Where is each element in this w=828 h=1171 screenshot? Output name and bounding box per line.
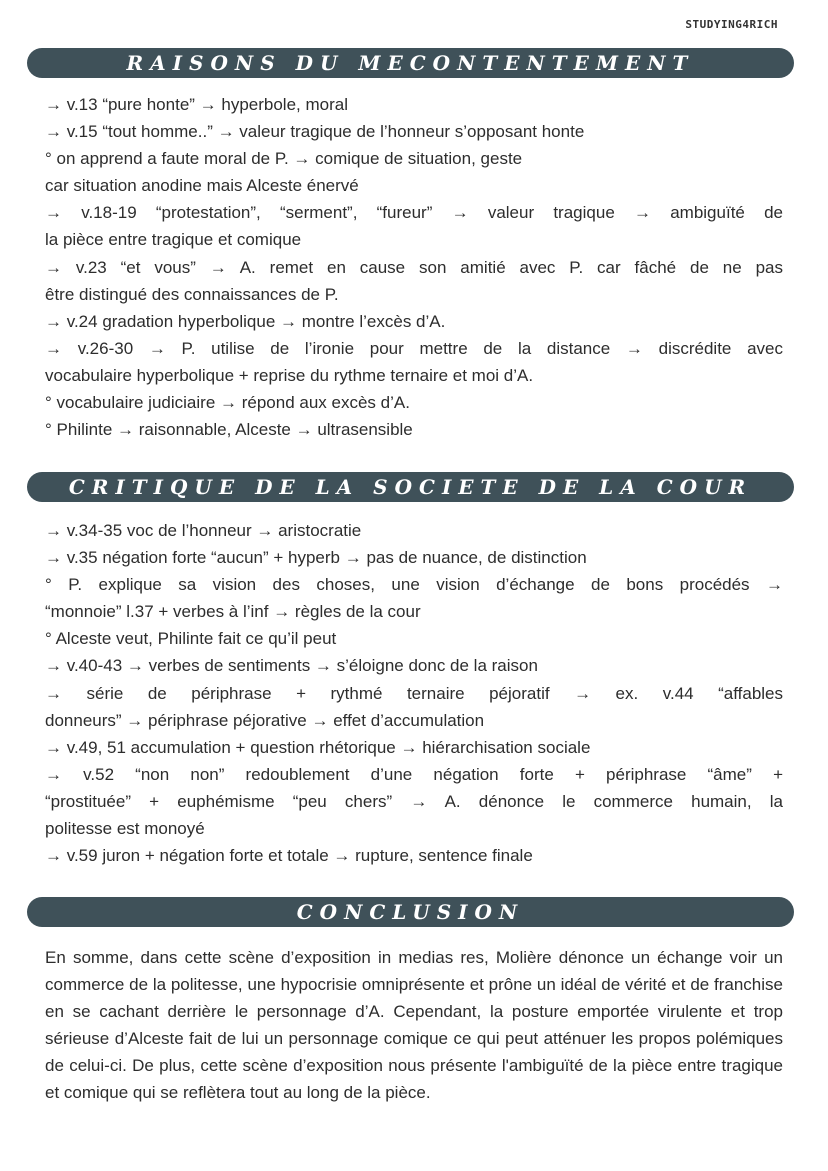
brand-logo: STUDYING4RICH xyxy=(685,18,778,31)
text-line: politesse est monoyé xyxy=(45,819,205,839)
text-line: → v.15 “tout homme..” → valeur tragique de l’honneur s’opposant honte xyxy=(45,122,585,142)
conclusion-paragraph: En somme, dans cette scène d’exposition in medias res, Molière dénonce un échange voir un commerce de la politesse, une hypocrisie omniprésente et prône un idéal de vérité et de franchise en se cachant derrière le personnage d’A. Cependant, la posture emportée virulente et trop sérieuse d’Alceste fait de lui un personnage comique ce qui peut atténuer les propos polémiques de celui-ci. De plus, cette scène d’exposition nous présente l'ambiguïté de la pièce entre tragique et comique qui se reflètera tout au long de la pièce. xyxy=(45,948,783,1103)
text-line: → v.35 négation forte “aucun” + hyperb → pas de nuance, de distinction xyxy=(45,548,587,568)
section-raisons xyxy=(45,91,783,443)
section-banner-raisons: RAISONS DU MECONTENTEMENT xyxy=(27,48,794,78)
text-line: la pièce entre tragique et comique xyxy=(45,230,302,250)
text-line: “prostituée” + euphémisme “peu chers” → A. dénonce le commerce humain, la xyxy=(45,791,783,811)
section-critique xyxy=(45,517,783,869)
text-line: → série de périphrase + rythmé ternaire péjoratif → ex. v.44 “affables xyxy=(45,683,783,703)
text-line: ° Alceste veut, Philinte fait ce qu’il peut xyxy=(45,629,337,649)
text-line: donneurs” → périphrase péjorative → effet d’accumulation xyxy=(45,710,485,730)
text-line: → v.49, 51 accumulation + question rhétorique → hiérarchisation sociale xyxy=(45,737,591,757)
text-line: vocabulaire hyperbolique + reprise du rythme ternaire et moi d’A. xyxy=(45,365,534,385)
text-line: ° Philinte → raisonnable, Alceste → ultrasensible xyxy=(45,420,413,440)
section-banner-conclusion: CONCLUSION xyxy=(27,897,794,927)
text-line: être distingué des connaissances de P. xyxy=(45,284,339,304)
text-line: “monnoie” l.37 + verbes à l’inf → règles de la cour xyxy=(45,602,421,622)
text-line: → v.18-19 “protestation”, “serment”, “fureur” → valeur tragique → ambiguïté de xyxy=(45,203,783,223)
text-line: car situation anodine mais Alceste énervé xyxy=(45,176,359,196)
text-line: ° P. explique sa vision des choses, une vision d’échange de bons procédés → xyxy=(45,575,783,595)
text-line: ° on apprend a faute moral de P. → comique de situation, geste xyxy=(45,149,523,169)
text-line: → v.24 gradation hyperbolique → montre l’excès d’A. xyxy=(45,311,446,331)
text-line: → v.40-43 → verbes de sentiments → s’éloigne donc de la raison xyxy=(45,656,538,676)
text-line: → v.52 “non non” redoublement d’une négation forte + périphrase “âme” + xyxy=(45,764,783,784)
text-line: → v.23 “et vous” → A. remet en cause son amitié avec P. car fâché de ne pas xyxy=(45,257,783,277)
text-line: ° vocabulaire judiciaire → répond aux excès d’A. xyxy=(45,393,410,413)
text-line: → v.59 juron + négation forte et totale → rupture, sentence finale xyxy=(45,846,533,866)
text-line: → v.34-35 voc de l’honneur → aristocratie xyxy=(45,521,362,540)
section-banner-critique: CRITIQUE DE LA SOCIETE DE LA COUR xyxy=(27,472,794,502)
text-line: → v.26-30 → P. utilise de l’ironie pour mettre de la distance → discrédite avec xyxy=(45,338,783,358)
text-line: → v.13 “pure honte” → hyperbole, moral xyxy=(45,95,348,114)
